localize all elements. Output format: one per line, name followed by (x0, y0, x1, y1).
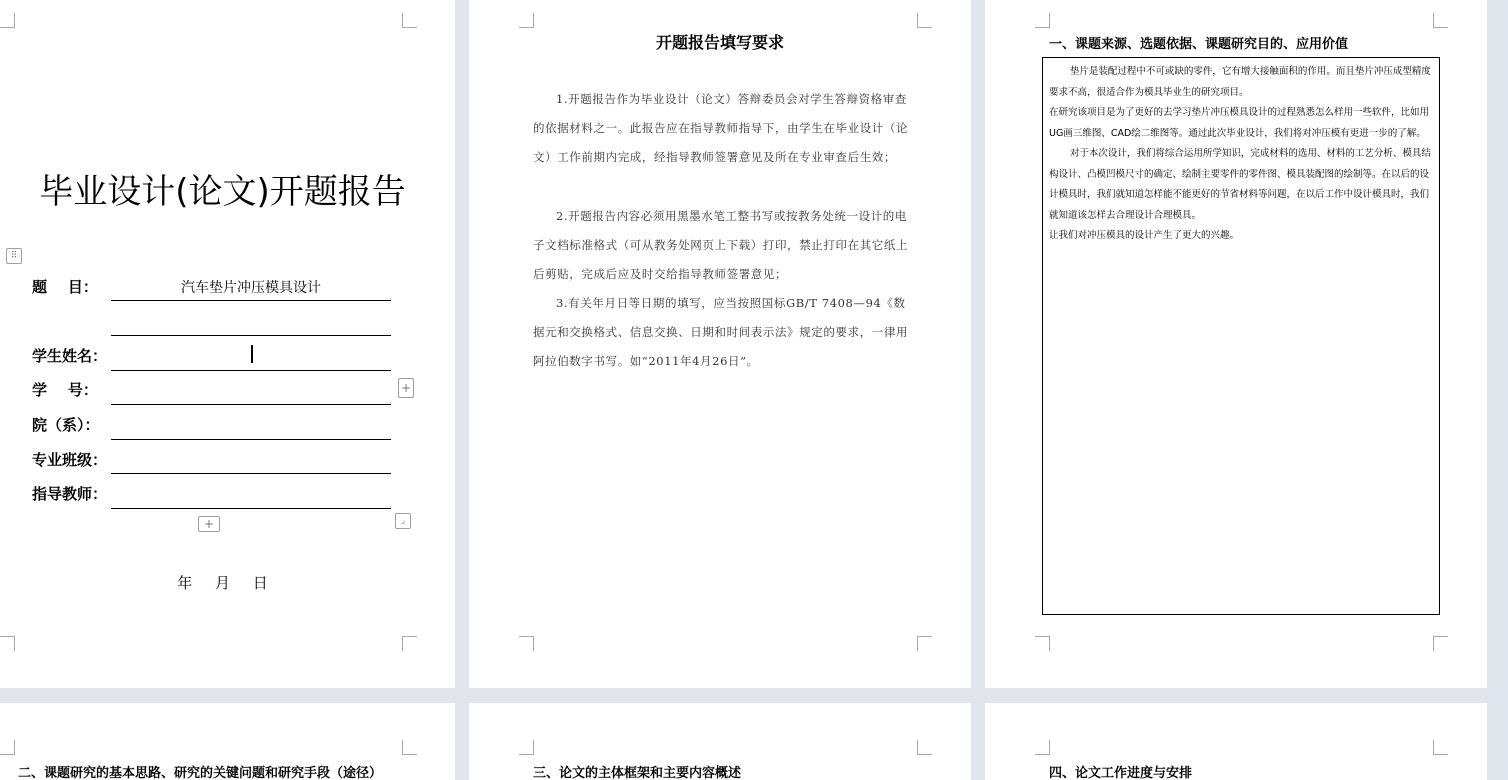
field-label-class: 专业班级： (32, 451, 108, 469)
paragraph: 对于本次设计，我们将综合运用所学知识，完成材料的选用、材料的工艺分析、模具结构设计、凸模凹模尺寸的确定、绘制主要零件的零件图、模具装配图的绘制等。在以后的设计模具时，我们就知道怎样能不能更好的节省材料等问题，在以后工作中设计模具时，我们就知道该怎样去合理设计合理模具。 (1049, 148, 1431, 221)
page-corner-mark (917, 13, 932, 28)
page-corner-mark (0, 636, 15, 651)
page-corner-mark (402, 13, 417, 28)
page-corner-mark (1433, 740, 1448, 755)
date-line: 年 月 日 (177, 574, 268, 592)
resize-corner-icon[interactable]: ⌟ (395, 513, 411, 529)
field-underline (111, 370, 391, 371)
requirement-item: 2.开题报告内容必须用黑墨水笔工整书写或按教务处统一设计的电子文档标准格式（可从教务处网页上下载）打印，禁止打印在其它纸上后剪贴，完成后应及时交给指导教师签署意见； (533, 209, 909, 281)
page-corner-mark (1035, 740, 1050, 755)
field-value-class[interactable] (111, 450, 391, 470)
text-cursor (251, 345, 253, 363)
field-underline (111, 300, 391, 301)
field-label-student-id: 学 号： (32, 381, 98, 399)
field-value-advisor[interactable] (111, 484, 391, 504)
page-4[interactable] (0, 703, 455, 780)
field-underline (111, 335, 391, 336)
page-corner-mark (1433, 636, 1448, 651)
page-corner-mark (1035, 13, 1050, 28)
requirement-item: 1.开题报告作为毕业设计（论文）答辩委员会对学生答辩资格审查的依据材料之一。此报告应在指导教师指导下，由学生在毕业设计（论文）工作前期内完成，经指导教师签署意见及所在专业审查后生效； (533, 92, 909, 164)
field-label-student-name: 学生姓名： (32, 347, 108, 365)
field-underline (111, 473, 391, 474)
field-underline (111, 508, 391, 509)
field-value-topic[interactable]: 汽车垫片冲压模具设计 (181, 280, 321, 296)
move-handle-icon[interactable]: ⠿ (6, 248, 22, 264)
section-heading: 三、论文的主体框架和主要内容概述 (533, 766, 742, 780)
add-row-plus-icon[interactable]: + (198, 516, 220, 532)
field-value-student-id[interactable] (111, 380, 391, 400)
section-heading: 四、论文工作进度与安排 (1049, 766, 1193, 780)
field-underline (111, 404, 391, 405)
page-corner-mark (402, 636, 417, 651)
page-corner-mark (1035, 636, 1050, 651)
field-label-topic: 题 目： (32, 278, 98, 296)
section-heading: 二、课题研究的基本思路、研究的关键问题和研究手段（途径） (18, 766, 383, 780)
page-corner-mark (917, 636, 932, 651)
page-corner-mark (519, 740, 534, 755)
field-label-department: 院（系）： (32, 416, 100, 434)
add-column-plus-icon[interactable]: + (398, 378, 414, 398)
content-table-cell[interactable] (1042, 57, 1440, 615)
field-label-advisor: 指导教师： (32, 485, 108, 503)
page-5[interactable] (469, 703, 971, 780)
requirements-title: 开题报告填写要求 (655, 33, 784, 52)
page-corner-mark (917, 740, 932, 755)
page-3[interactable] (985, 0, 1487, 688)
paragraph: 垫片是装配过程中不可或缺的零件，它有增大接触面积的作用。而且垫片冲压成型精度要求不高，很适合作为模具毕业生的研究项目。 (1049, 66, 1431, 98)
field-value-department[interactable] (111, 415, 391, 435)
section-heading: 一、课题来源、选题依据、课题研究目的、应用价值 (1049, 37, 1349, 52)
page-2[interactable] (469, 0, 971, 688)
page-corner-mark (519, 636, 534, 651)
page-6[interactable] (985, 703, 1487, 780)
page-corner-mark (0, 740, 15, 755)
paragraph: 在研究该项目是为了更好的去学习垫片冲压模具设计的过程熟悉怎么样用一些软件，比如用UG画三维图、CAD绘二维图等。通过此次毕业设计，我们将对冲压模有更进一步的了解。 (1049, 107, 1430, 139)
page-corner-mark (519, 13, 534, 28)
section-body (1049, 62, 1433, 247)
page-corner-mark (1433, 13, 1448, 28)
page-corner-mark (402, 740, 417, 755)
report-title: 毕业设计(论文)开题报告 (39, 172, 406, 212)
page-1[interactable] (0, 0, 455, 688)
requirement-item: 3.有关年月日等日期的填写，应当按照国标GB/T 7408—94《数据元和交换格式、信息交换、日期和时间表示法》规定的要求，一律用阿拉伯数字书写。如“2011年4月26日”。 (533, 296, 909, 368)
paragraph: 让我们对冲压模具的设计产生了更大的兴趣。 (1049, 230, 1240, 241)
page-corner-mark (0, 13, 15, 28)
field-underline (111, 439, 391, 440)
